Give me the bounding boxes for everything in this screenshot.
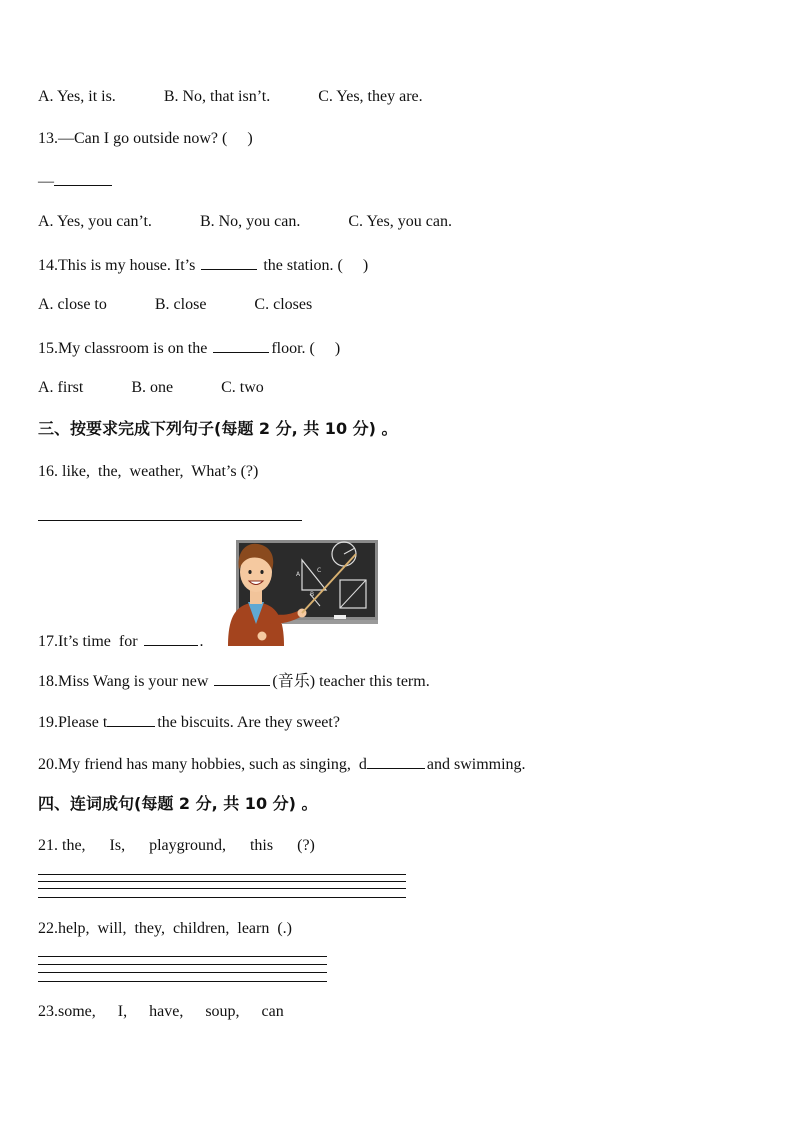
q15-option-b: B. one — [131, 379, 174, 396]
q22-writing-line-1[interactable] — [38, 956, 327, 957]
q23-word-4: soup, — [205, 1003, 240, 1020]
q19-number: 19. — [38, 714, 58, 731]
q21-number: 21. — [38, 837, 58, 854]
q13-text: —Can I go outside now? ( — [58, 130, 228, 147]
q17-blank[interactable] — [144, 630, 198, 646]
q19-question — [38, 711, 340, 733]
q19-text-after: the biscuits. Are they sweet? — [157, 714, 340, 731]
q21-writing-line-4[interactable] — [38, 897, 406, 898]
q18-text-before: Miss Wang is your new — [58, 673, 209, 690]
q15-text-after: floor. ( — [271, 340, 315, 357]
q22-writing-line-2[interactable] — [38, 964, 327, 965]
q23-word-1: some, — [58, 1003, 96, 1020]
q13-number: 13. — [38, 130, 58, 147]
q13-options — [38, 212, 452, 232]
q21-word-1: the, — [58, 837, 86, 854]
q15-blank[interactable] — [213, 337, 269, 353]
q22-question — [38, 919, 292, 939]
q21-writing-line-2[interactable] — [38, 881, 406, 882]
q15-text-before: My classroom is on the — [58, 340, 208, 357]
teacher-hand-left — [258, 632, 267, 641]
q17-end: . — [199, 633, 204, 650]
q18-question — [38, 670, 430, 692]
q20-text-after: and swimming. — [426, 756, 526, 773]
chalk-ledge — [282, 620, 378, 624]
q20-blank[interactable] — [367, 753, 425, 769]
q15-options — [38, 378, 264, 398]
q14-options — [38, 295, 312, 315]
q22-writing-line-4[interactable] — [38, 981, 327, 982]
q14-number: 14. — [38, 257, 58, 274]
teacher-eye-right — [260, 570, 263, 574]
q14-blank[interactable] — [201, 254, 257, 270]
q15-option-c: C. two — [221, 379, 264, 396]
q23-word-3: have, — [149, 1003, 184, 1020]
board-letter-c: C — [317, 567, 322, 574]
q23-number: 23. — [38, 1003, 58, 1020]
q12-option-b: B. No, that isn’t. — [163, 88, 271, 105]
q23-word-5: can — [261, 1003, 284, 1020]
q12-option-c: C. Yes, they are. — [318, 88, 423, 105]
q21-word-3: playground, — [149, 837, 226, 854]
q23-word-2: I, — [117, 1003, 128, 1020]
q14-text-after: the station. ( — [263, 257, 343, 274]
q18-blank[interactable] — [214, 670, 270, 686]
section-4-title: 四、连词成句(每题 2 分, 共 10 分) 。 — [38, 794, 318, 813]
q13-reply — [38, 170, 114, 192]
q12-options — [38, 87, 423, 107]
q16-question — [38, 462, 258, 482]
q17-number: 17. — [38, 633, 58, 650]
chalk-piece — [334, 615, 346, 619]
q21-word-4: this — [249, 837, 274, 854]
q16-text: like, the, weather, What’s (?) — [58, 463, 259, 480]
q20-number: 20. — [38, 756, 58, 773]
q13-reply-blank[interactable] — [54, 170, 112, 186]
q19-blank[interactable] — [107, 711, 155, 727]
q15-option-a: A. first — [38, 379, 84, 396]
q22-text: help, will, they, children, learn (.) — [58, 920, 292, 937]
section-3-title: 三、按要求完成下列句子(每题 2 分, 共 10 分) 。 — [38, 419, 398, 438]
q15-number: 15. — [38, 340, 58, 357]
board-letter-b: B — [310, 591, 315, 598]
q13-option-a: A. Yes, you can’t. — [38, 213, 152, 230]
teacher-eye-left — [248, 570, 251, 574]
q12-option-a: A. Yes, it is. — [38, 88, 116, 105]
q13-question — [38, 129, 253, 149]
q17-question — [38, 630, 204, 652]
q22-number: 22. — [38, 920, 58, 937]
q20-text-before: My friend has many hobbies, such as singing, d — [58, 756, 367, 773]
q15-question — [38, 337, 340, 359]
q13-option-c: C. Yes, you can. — [348, 213, 452, 230]
teacher-blackboard-illustration — [222, 538, 382, 648]
q21-word-5: (?) — [297, 837, 315, 854]
teacher-neck — [250, 590, 262, 604]
q13-option-b: B. No, you can. — [199, 213, 301, 230]
q23-question — [38, 1002, 284, 1022]
q14-option-c: C. closes — [254, 296, 313, 313]
q21-question — [38, 836, 315, 856]
q15-close-paren: ) — [334, 340, 341, 357]
q16-number: 16. — [38, 463, 58, 480]
q14-option-a: A. close to — [38, 296, 107, 313]
q20-question — [38, 753, 526, 775]
q17-text: It’s time for — [58, 633, 138, 650]
q19-text-before: Please t — [58, 714, 108, 731]
q14-close-paren: ) — [362, 257, 369, 274]
q18-text-after: (音乐) teacher this term. — [272, 673, 430, 690]
q14-text-before: This is my house. It’s — [58, 257, 196, 274]
q21-writing-line-1[interactable] — [38, 874, 406, 875]
q14-question — [38, 254, 368, 276]
q21-writing-line-3[interactable] — [38, 888, 406, 889]
q13-reply-dash: — — [38, 173, 54, 190]
q22-writing-line-3[interactable] — [38, 972, 327, 973]
q13-close-paren: ) — [247, 130, 253, 147]
board-letter-a: A — [296, 571, 301, 578]
q16-answer-line[interactable] — [38, 520, 302, 521]
q21-word-2: Is, — [109, 837, 126, 854]
q14-option-b: B. close — [154, 296, 207, 313]
q18-number: 18. — [38, 673, 58, 690]
